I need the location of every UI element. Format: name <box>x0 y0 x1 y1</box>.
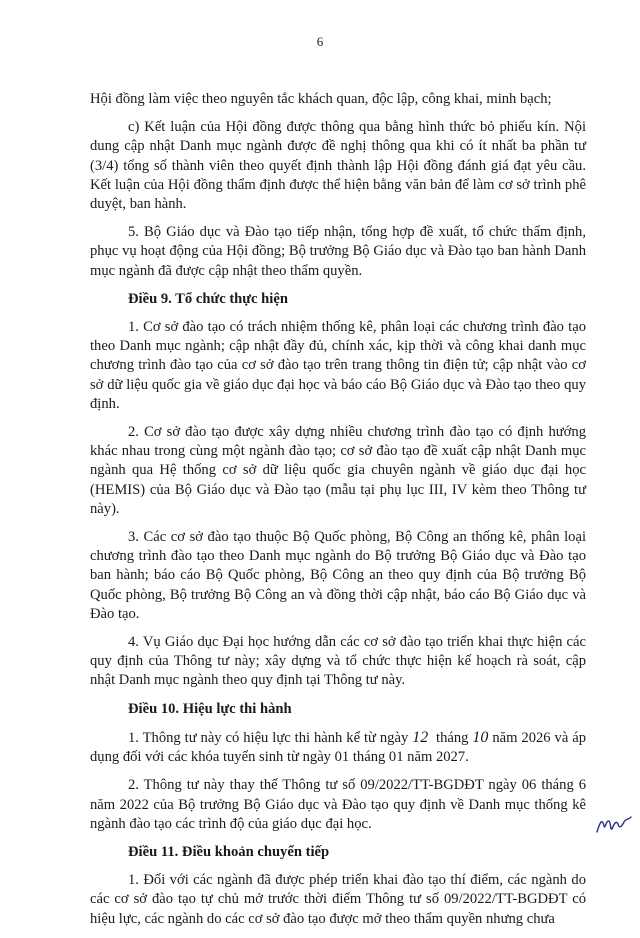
article-9-item-4: 4. Vụ Giáo dục Đại học hướng dẫn các cơ sở đào tạo triển khai thực hiện các quy định của Thông tư này; xây dựng và tổ chức thực hiện kế hoạch rà soát, cập nhật Danh mục ngành theo quy định tại Thông tư này. <box>90 634 586 689</box>
article-9-item-3: 3. Các cơ sở đào tạo thuộc Bộ Quốc phòng, Bộ Công an thống kê, phân loại chương trình đào tạo theo Danh mục ngành do Bộ trưởng Bộ Giáo dục và Đào tạo ban hành; báo cáo Bộ Quốc phòng, Bộ Công an theo quy định của Bộ trưởng Bộ Quốc phòng, Bộ trưởng Bộ Công an và đồng thời cập nhật, báo cáo Bộ Giáo dục và Đào tạo. <box>90 529 586 622</box>
article-9-heading: Điều 9. Tổ chức thực hiện <box>128 290 288 307</box>
article-9-item-2: 2. Cơ sở đào tạo được xây dựng nhiều chương trình đào tạo có định hướng khác nhau trong cùng một ngành đào tạo; cơ sở đào tạo đề xuất cập nhật Danh mục ngành qua Hệ thống cơ sở dữ liệu quốc gia chuyên ngành về giáo dục đại học (HEMIS) của Bộ Giáo dục và Đào tạo (mẫu tại phụ lục III, IV kèm theo Thông tư này). <box>90 424 586 517</box>
effective-month: 10 <box>472 728 489 746</box>
page-number: 6 <box>316 34 324 49</box>
article-10-item-1 <box>90 728 586 767</box>
initials-signature-icon <box>594 812 634 836</box>
effective-text-a: 1. Thông tư này có hiệu lực thi hành kể từ ngày <box>128 729 409 746</box>
paragraph: Hội đồng làm việc theo nguyên tắc khách quan, độc lập, công khai, minh bạch; <box>90 91 552 107</box>
effective-text-b: tháng <box>436 729 469 746</box>
paragraph-item-5: 5. Bộ Giáo dục và Đào tạo tiếp nhận, tổng hợp đề xuất, tổ chức thẩm định, phục vụ hoạt động của Hội đồng; Bộ trưởng Bộ Giáo dục và Đào tạo ban hành Danh mục ngành đã được cập nhật theo thẩm quyền. <box>90 224 586 279</box>
effective-day: 12 <box>412 728 429 746</box>
article-11-heading: Điều 11. Điều khoản chuyển tiếp <box>128 843 330 860</box>
article-11-item-1: 1. Đối với các ngành đã được phép triển khai đào tạo thí điểm, các ngành do các cơ sở đào tạo tự chủ mở trước thời điểm Thông tư số 09/2022/TT-BGDĐT có hiệu lực, các ngành do các cơ sở đào tạo được mở theo thẩm quyền nhưng chưa <box>90 872 586 927</box>
article-10-item-2: 2. Thông tư này thay thế Thông tư số 09/2022/TT-BGDĐT ngày 06 tháng 6 năm 2022 của Bộ trưởng Bộ Giáo dục và Đào tạo quy định về Danh mục thống kê ngành đào tạo các trình độ của giáo dục đại học. <box>90 777 586 832</box>
effective-text-c: năm 2026 và áp dụng đối với các khóa tuyển sinh từ ngày 01 tháng 01 năm 2027. <box>90 729 587 766</box>
article-9-item-1: 1. Cơ sở đào tạo có trách nhiệm thống kê, phân loại các chương trình đào tạo theo Danh mục ngành; cập nhật đầy đủ, chính xác, kịp thời và công khai danh mục chương trình đào tạo của cơ sở đào tạo trên trang thông tin điện tử; cập nhật vào cơ sở dữ liệu quốc gia về giáo dục đại học và báo cáo Bộ Giáo dục và Đào tạo theo quy định. <box>90 319 586 412</box>
document-body <box>90 90 586 938</box>
article-10-heading: Điều 10. Hiệu lực thi hành <box>128 700 292 717</box>
paragraph-conclusion: c) Kết luận của Hội đồng được thông qua bằng hình thức bỏ phiếu kín. Nội dung cập nhật Danh mục ngành được đề nghị thông qua khi có ít nhất ba phần tư (3/4) tổng số thành viên theo quyết định thành lập Hội đồng đánh giá đạt yêu cầu. Kết luận của Hội đồng thẩm định được thể hiện bằng văn bản để làm cơ sở trình phê duyệt, ban hành. <box>90 119 586 213</box>
